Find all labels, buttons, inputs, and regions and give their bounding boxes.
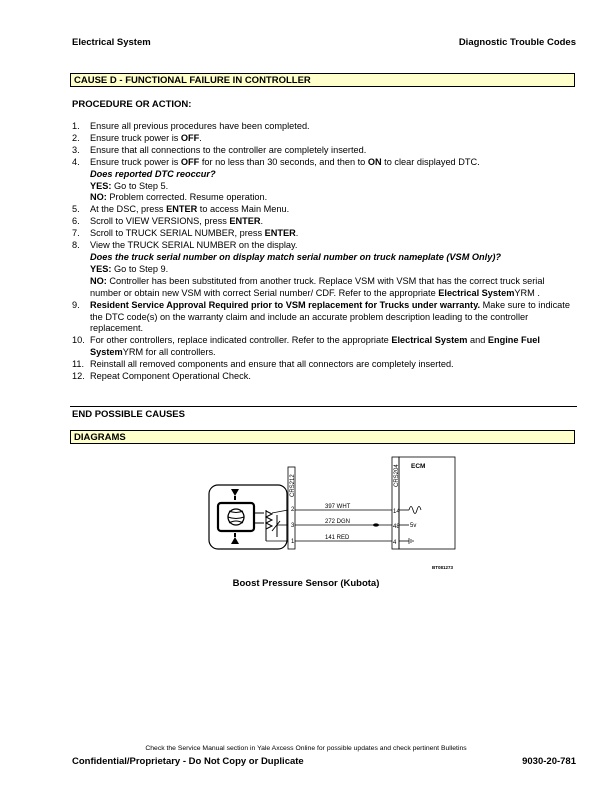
- supply-5v-label: 5v: [410, 523, 417, 529]
- ecm-label: ECM: [411, 463, 426, 470]
- step-10: 10. For other controllers, replace indicated controller. Refer to the appropriate Electrical System and Engine Fuel SystemYRM for all controllers.: [72, 335, 540, 358]
- step-4: 4. Ensure truck power is OFF for no less than 30 seconds, and then to ON to clear displayed DTC. Does reported DTC reoccur? YES: Go to Step 5. NO: Problem corrected. Resume operation.: [72, 156, 480, 203]
- boost-pressure-sensor-icon: [209, 485, 287, 549]
- step-6: 6. Scroll to VIEW VERSIONS, press ENTER.: [72, 216, 264, 227]
- header-section-title: Electrical System: [72, 37, 151, 48]
- signal-wave-icon: [409, 507, 421, 514]
- procedure-heading: PROCEDURE OR ACTION:: [72, 99, 192, 110]
- step-4-question: Does reported DTC reoccur?: [90, 168, 216, 179]
- step-5: 5. At the DSC, press ENTER to access Main Menu.: [72, 204, 290, 215]
- step-3: 3. Ensure that all connections to the controller are completely inserted.: [72, 144, 367, 155]
- procedure-steps-list: [72, 121, 578, 383]
- step-2: 2. Ensure truck power is OFF.: [72, 132, 202, 143]
- connector-crs204-label: CRS204: [394, 464, 400, 487]
- step-12: 12. Repeat Component Operational Check.: [72, 371, 251, 382]
- ground-icon: [409, 538, 413, 544]
- step-1: 1. Ensure all previous procedures have been completed.: [72, 121, 310, 131]
- step-9: 9. Resident Service Approval Required prior to VSM replacement for Trucks under warranty. Make sure to indicate the DTC code(s) on the warranty claim and include an accurate problem description leading to the controller replacement.: [72, 299, 570, 334]
- step-8-question: Does the truck serial number on display match serial number on truck nameplate (VSM Only)?: [90, 251, 501, 262]
- wire-141-red: 141 RED: [325, 535, 350, 541]
- header-chapter-title: Diagnostic Trouble Codes: [458, 37, 576, 48]
- right-pin-48: 48: [393, 524, 400, 530]
- footer-note: Check the Service Manual section in Yale Axcess Online for possible updates and check pertinent Bulletins: [145, 745, 467, 752]
- end-possible-causes: END POSSIBLE CAUSES: [72, 409, 185, 420]
- right-pin-4: 4: [393, 540, 397, 546]
- page-number: 9030-20-781: [522, 756, 576, 767]
- cause-heading-bar: CAUSE D - FUNCTIONAL FAILURE IN CONTROLLER: [70, 73, 575, 87]
- wire-397-wht: 397 WHT: [325, 504, 351, 510]
- right-pin-14: 14: [393, 509, 400, 515]
- left-pin-3: 3: [291, 523, 295, 529]
- step-11: 11. Reinstall all removed components and ensure that all connectors are completely inserted.: [72, 359, 454, 370]
- wire-272-dgn: 272 DGN: [325, 519, 351, 525]
- footer-confidential: Confidential/Proprietary - Do Not Copy or Duplicate: [72, 756, 304, 767]
- figure-id: BT081273: [432, 565, 454, 570]
- boost-pressure-sensor-wiring-diagram: [206, 453, 470, 575]
- diagrams-heading-bar: DIAGRAMS: [70, 430, 575, 444]
- left-pin-2: 2: [291, 507, 295, 513]
- step-8: 8. View the TRUCK SERIAL NUMBER on the display. Does the truck serial number on display match serial number on truck nameplate (VSM Only)? YES: Go to Step 9. NO: Controller has been substituted from another truck. Replace VSM with VSM that has the correct truck serial number or obtain new VSM with correct Serial number/ CDF. Refer to the appropriate Electrical SystemYRM .: [72, 240, 545, 298]
- left-pin-1: 1: [291, 539, 295, 545]
- step-7: 7. Scroll to TRUCK SERIAL NUMBER, press ENTER.: [72, 228, 299, 239]
- connector-crs212-label: CRS212: [290, 474, 296, 497]
- section-divider: [70, 406, 577, 407]
- diagram-caption: Boost Pressure Sensor (Kubota): [232, 578, 380, 589]
